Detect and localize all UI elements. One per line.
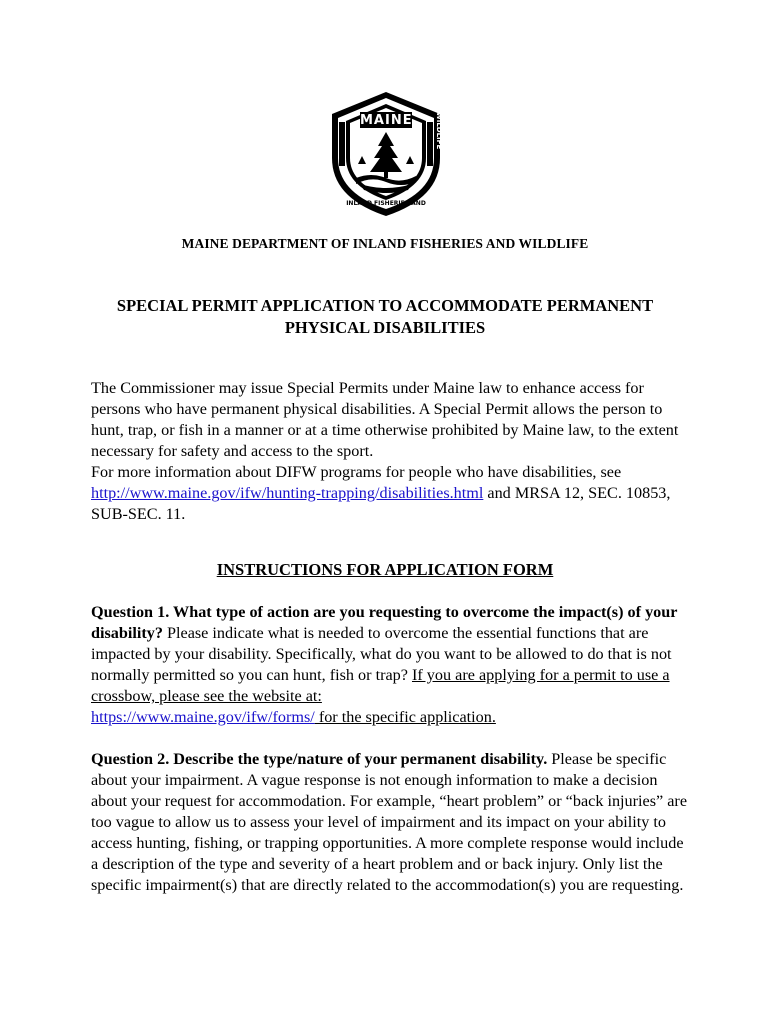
disabilities-link[interactable]: http://www.maine.gov/ifw/hunting-trapping/disabilities.html <box>91 484 484 502</box>
logo-left-text: DEPT. OF <box>322 150 330 186</box>
forms-link-suffix: for the specific application. <box>314 708 496 726</box>
title-line-2: PHYSICAL DISABILITIES <box>284 318 486 337</box>
question-1-lead: Question 1. What type of action are you requesting to overcome the impact(s) of your disability? <box>91 603 678 642</box>
question-1 <box>91 602 691 728</box>
logo-maine-text: MAINE <box>360 113 413 128</box>
page-title <box>60 295 710 339</box>
intro-section <box>91 378 691 525</box>
title-line-1: SPECIAL PERMIT APPLICATION TO ACCOMMODATE PERMANENT <box>116 296 654 315</box>
intro-paragraph: The Commissioner may issue Special Permits under Maine law to enhance access for persons who have permanent physical disabilities. A Special Permit allows the person to hunt, trap, or fish in a manner or at a time otherwise prohibited by Maine law, to the extent necessary for safety and access to the sport. <box>91 379 679 460</box>
agency-name: MAINE DEPARTMENT OF INLAND FISHERIES AND WILDLIFE <box>181 236 589 251</box>
logo-right-text: WILDLIFE <box>435 112 443 150</box>
instructions-heading: INSTRUCTIONS FOR APPLICATION FORM <box>216 560 554 579</box>
logo-bottom-text: INLAND FISHERIES AND <box>346 200 426 207</box>
mrsa-reference: and MRSA 12, SEC. 10853, SUB-SEC. 11. <box>91 484 671 523</box>
crossbow-note: If you are applying for a permit to use a crossbow, please see the website at: <box>91 666 670 705</box>
forms-link[interactable]: https://www.maine.gov/ifw/forms/ <box>91 708 315 726</box>
more-info-paragraph <box>91 462 691 525</box>
question-2 <box>91 749 691 896</box>
question-2-lead: Question 2. Describe the type/nature of your permanent disability. <box>91 750 548 768</box>
more-info-text: For more information about DIFW programs for people who have disabilities, see <box>91 463 622 481</box>
question-2-text: Please be specific about your impairment. A vague response is not enough information to make a decision about your request for accommodation. For example, “heart problem” or “back injuries” are too vague to allow us to assess your level of impairment and its impact on your ability to access hunting, fishing, or trapping opportunities. A more complete response would include a description of the type and severity of a heart problem and or back injury. Only list the specific impairment(s) that are directly related to the accommodation(s) you are requesting. <box>91 750 688 894</box>
question-1-text: Please indicate what is needed to overcome the essential functions that are impacted by your disability. Specifically, what do you want to be allowed to do that is not normally permitted so you can hunt, fish or trap? <box>91 624 672 684</box>
